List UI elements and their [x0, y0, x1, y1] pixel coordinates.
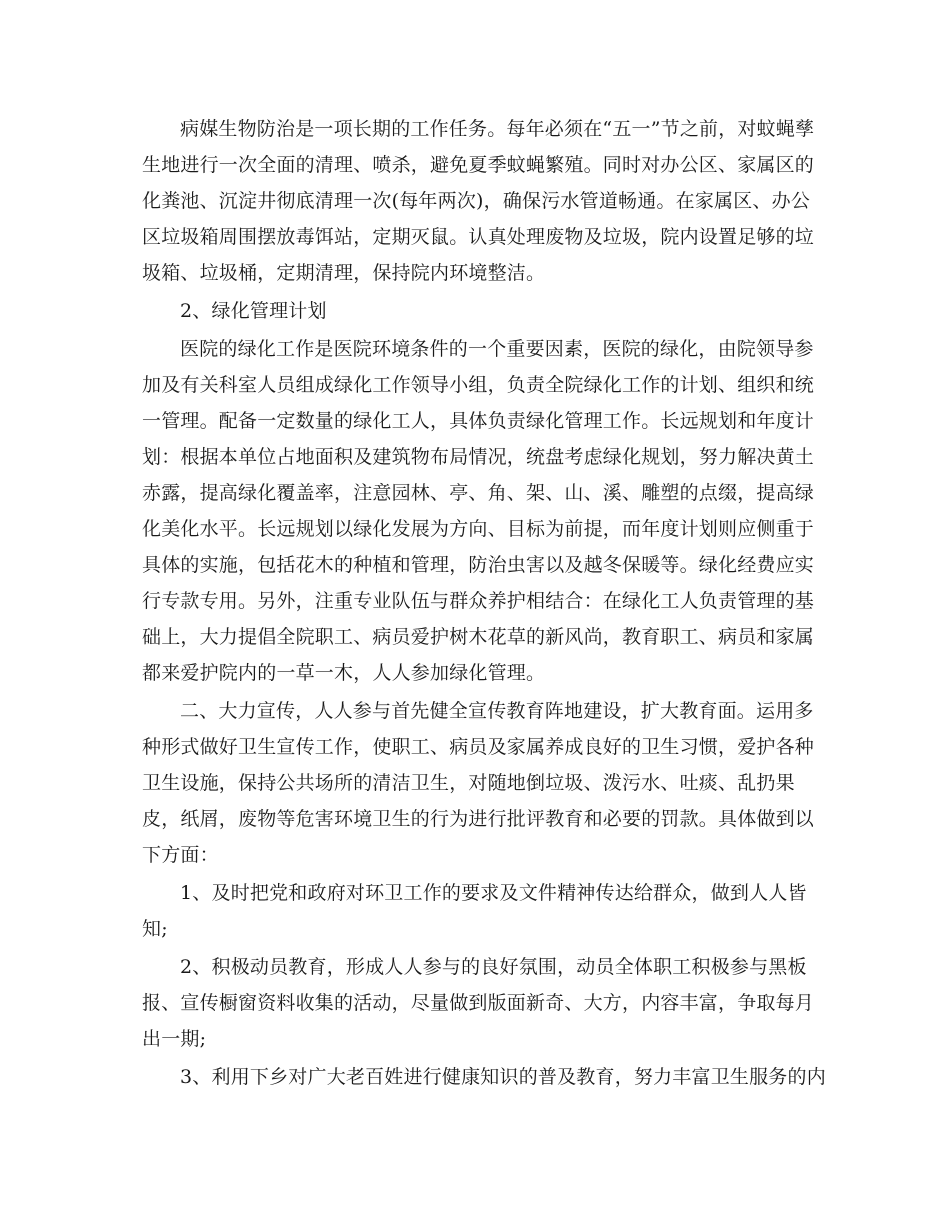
list-item-line: 报、宣传橱窗资料收集的活动，尽量做到版面新奇、大方，内容丰富，争取每月: [142, 992, 815, 1014]
text-line: 化粪池、沉淀井彻底清理一次(每年两次)，确保污水管道畅通。在家属区、办公: [142, 190, 811, 212]
list-item-line: 1、及时把党和政府对环卫工作的要求及文件精神传达给群众，做到人人皆: [180, 882, 807, 904]
text-line: 区垃圾箱周围摆放毒饵站，定期灭鼠。认真处理废物及垃圾，院内设置足够的垃: [142, 226, 815, 248]
text-line: 生地进行一次全面的清理、喷杀，避免夏季蚊蝇繁殖。同时对办公区、家属区的: [142, 154, 815, 176]
text-line: 化美化水平。长远规划以绿化发展为方向、目标为前提，而年度计划则应侧重于: [142, 518, 815, 540]
text-line: 二、大力宣传，人人参与首先健全宣传教育阵地建设，扩大教育面。运用多: [180, 700, 814, 722]
text-line: 种形式做好卫生宣传工作，使职工、病员及家属养成良好的卫生习惯，爱护各种: [142, 736, 815, 758]
text-line: 一管理。配备一定数量的绿化工人，具体负责绿化管理工作。长远规划和年度计: [142, 410, 815, 432]
text-line: 行专款专用。另外，注重专业队伍与群众养护相结合：在绿化工人负责管理的基: [142, 590, 815, 612]
text-line: 加及有关科室人员组成绿化工作领导小组，负责全院绿化工作的计划、组织和统: [142, 374, 815, 396]
list-item-line: 知;: [142, 918, 168, 940]
text-line: 础上，大力提倡全院职工、病员爱护树木花草的新风尚，教育职工、病员和家属: [142, 626, 815, 648]
text-line: 圾箱、垃圾桶，定期清理，保持院内环境整洁。: [142, 262, 546, 284]
text-line: 医院的绿化工作是医院环境条件的一个重要因素，医院的绿化，由院领导参: [180, 338, 814, 360]
text-line: 下方面：: [142, 844, 219, 866]
text-line: 具体的实施，包括花木的种植和管理，防治虫害以及越冬保暖等。绿化经费应实: [142, 554, 815, 576]
text-line: 皮，纸屑，废物等危害环境卫生的行为进行批评教育和必要的罚款。具体做到以: [142, 808, 815, 830]
list-item-line: 3、利用下乡对广大老百姓进行健康知识的普及教育，努力丰富卫生服务的内: [180, 1066, 826, 1088]
text-line: 赤露，提高绿化覆盖率，注意园林、亭、角、架、山、溪、雕塑的点缀，提高绿: [142, 482, 815, 504]
section-heading: 2、绿化管理计划: [180, 300, 327, 322]
list-item-line: 出一期;: [142, 1028, 207, 1050]
text-line: 病媒生物防治是一项长期的工作任务。每年必须在“五一”节之前，对蚊蝇孳: [180, 118, 815, 140]
text-line: 划：根据本单位占地面积及建筑物布局情况，统盘考虑绿化规划，努力解决黄土: [142, 446, 815, 468]
list-item-line: 2、积极动员教育，形成人人参与的良好氛围，动员全体职工积极参与黑板: [180, 956, 807, 978]
text-line: 卫生设施，保持公共场所的清洁卫生，对随地倒垃圾、泼污水、吐痰、乱扔果: [142, 772, 795, 794]
text-line: 都来爱护院内的一草一木，人人参加绿化管理。: [142, 662, 546, 684]
